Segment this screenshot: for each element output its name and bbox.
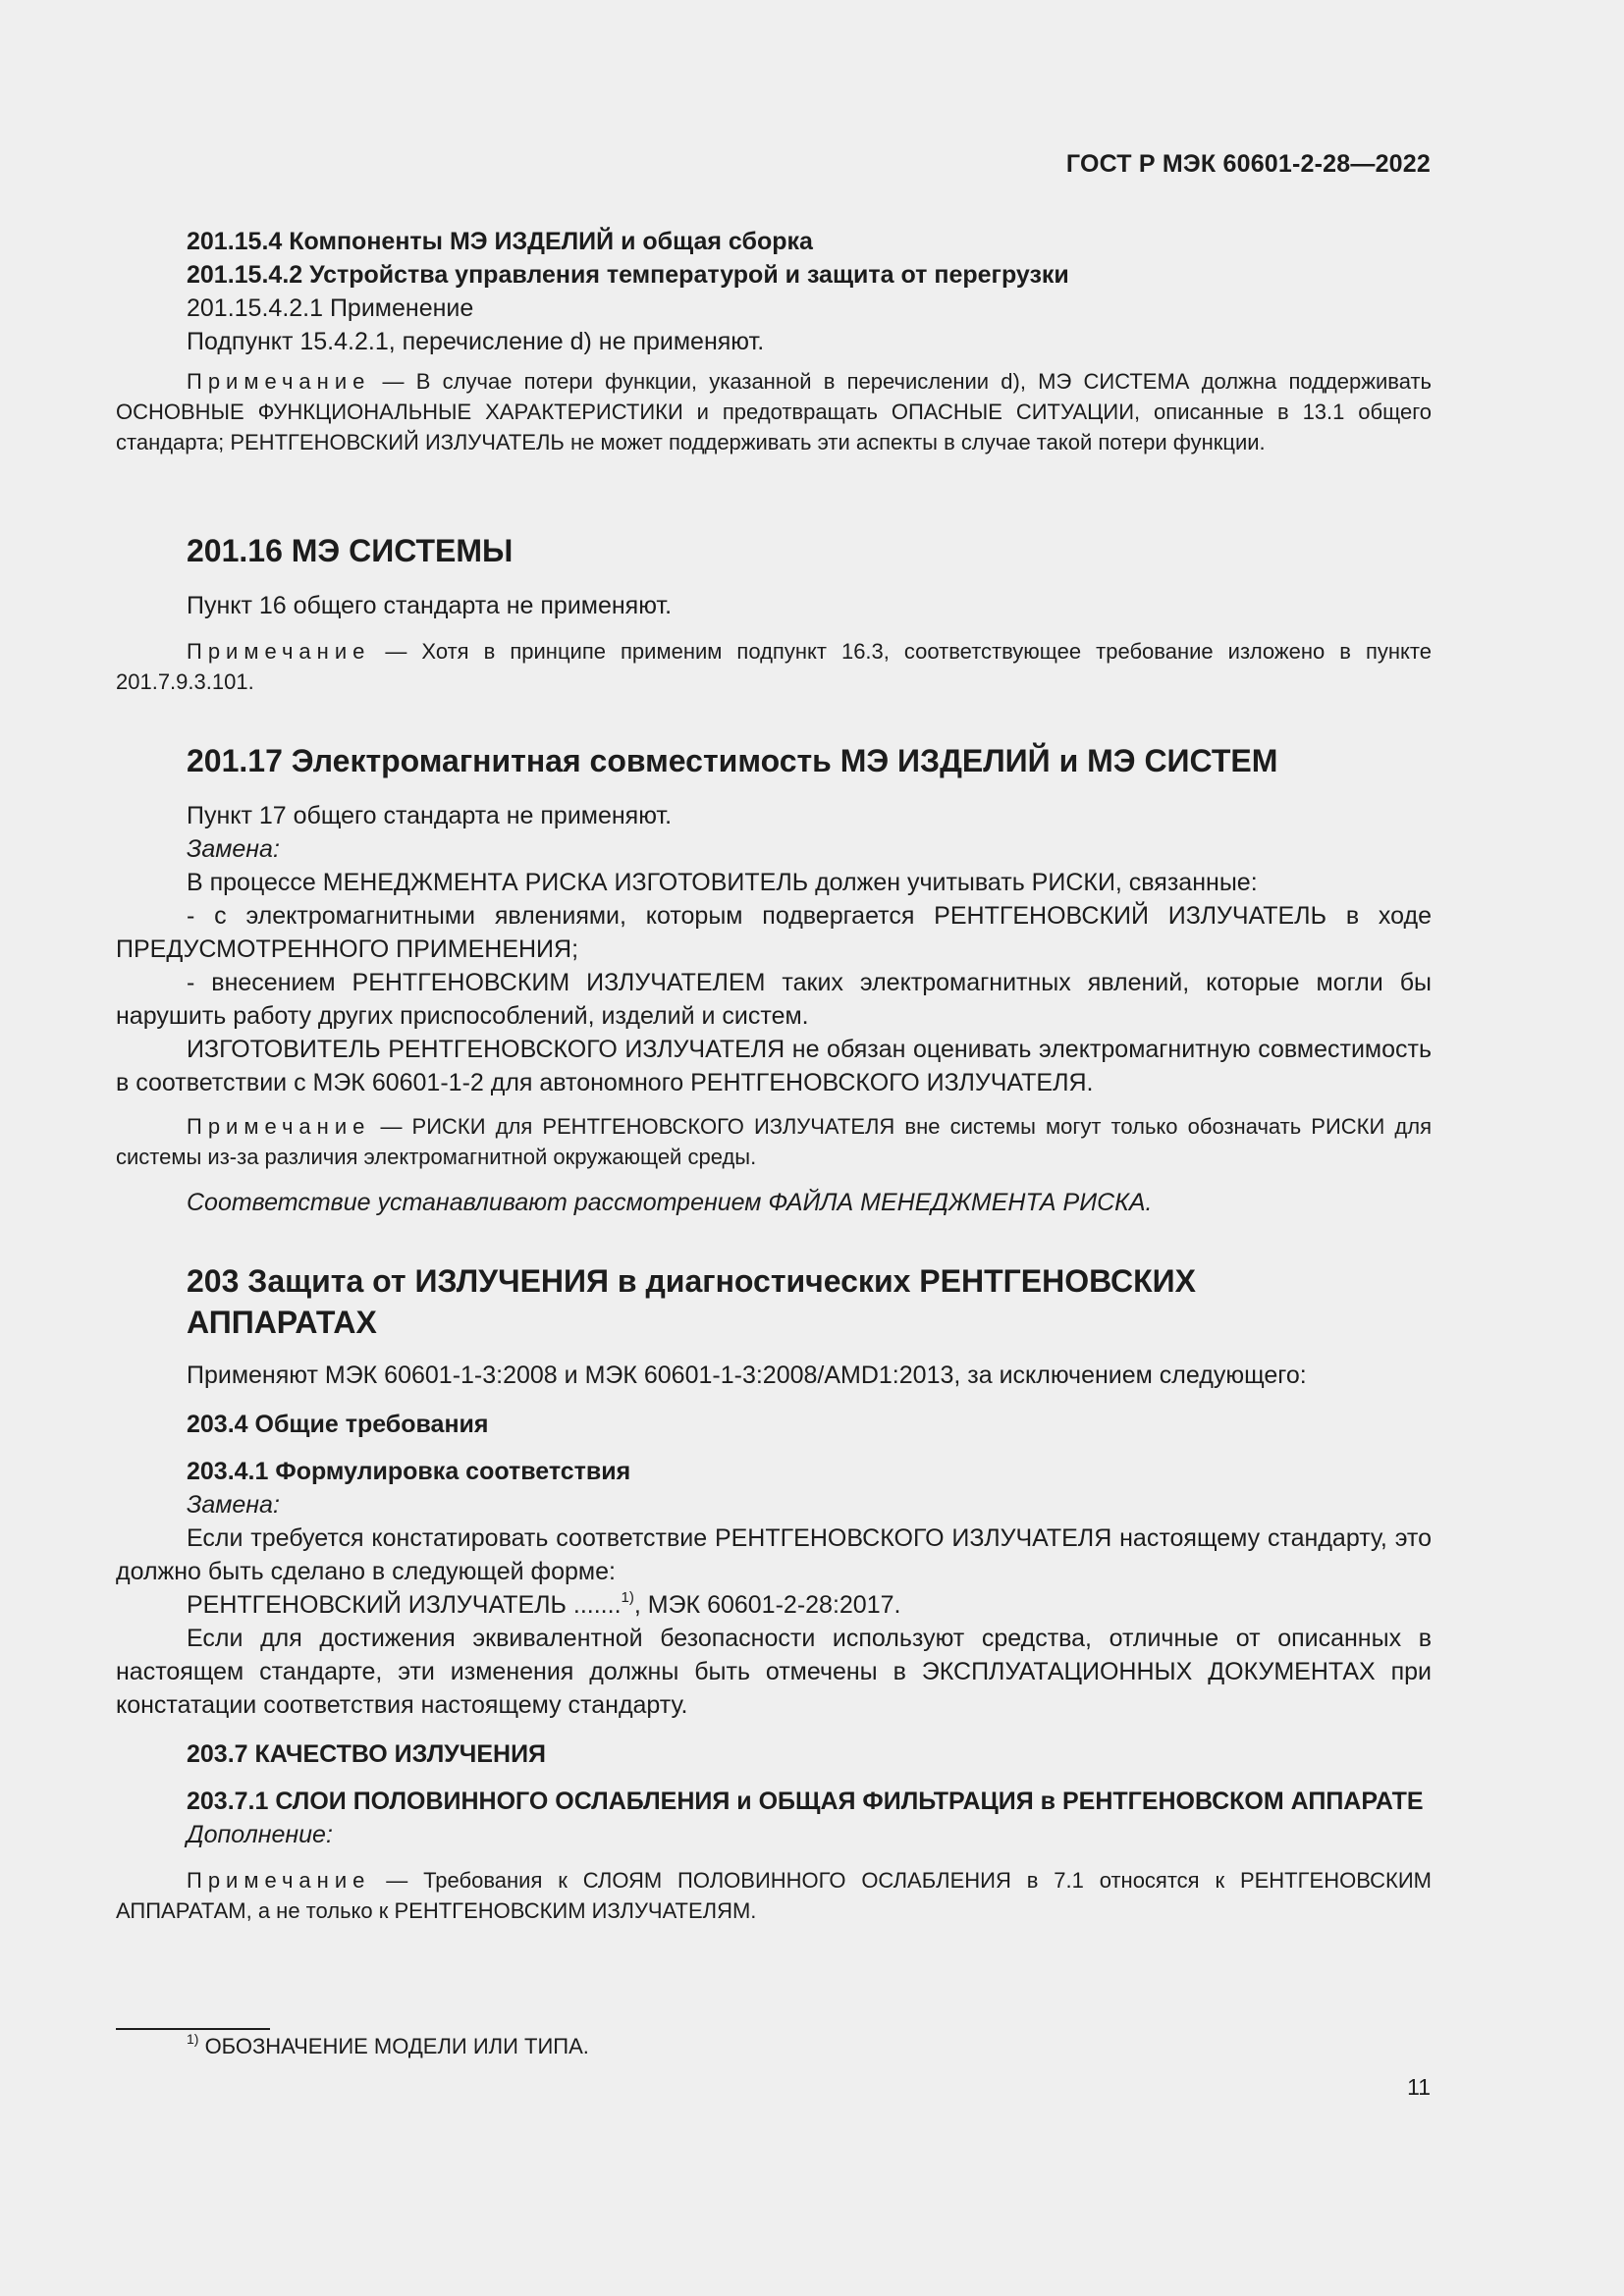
heading-201-15-4: 201.15.4 Компоненты МЭ ИЗДЕЛИЙ и общая сборка	[187, 228, 813, 255]
subclause-201-15-4-2-1: 201.15.4.2.1 Применение	[187, 294, 474, 322]
heading-203-4: 203.4 Общие требования	[187, 1411, 489, 1438]
footnote	[187, 2032, 589, 2061]
replace-label: Замена:	[187, 835, 280, 863]
note-label: Примечание	[187, 1868, 371, 1893]
note-text: — РИСКИ для РЕНТГЕНОВСКОГО ИЗЛУЧАТЕЛЯ вне системы могут только обозначать РИСКИ для системы из-за различия электромагнитной окружающей среды.	[116, 1114, 1432, 1169]
addition-label: Дополнение:	[187, 1821, 333, 1848]
paragraph: - внесением РЕНТГЕНОВСКИМ ИЗЛУЧАТЕЛЕМ таких электромагнитных явлений, которые могли бы нарушить работу других приспособлений, изделий и систем.	[116, 969, 1432, 1030]
paragraph: - с электромагнитными явлениями, которым подвергается РЕНТГЕНОВСКИЙ ИЗЛУЧАТЕЛЬ в ходе ПРЕДУСМОТРЕННОГО ПРИМЕНЕНИЯ;	[116, 902, 1432, 963]
note-2	[116, 636, 1432, 697]
heading-203: 203 Защита от ИЗЛУЧЕНИЯ в диагностических РЕНТГЕНОВСКИХ АППАРАТАХ	[187, 1263, 1196, 1340]
note-label: Примечание	[187, 1114, 371, 1139]
note-text: — Требования к СЛОЯМ ПОЛОВИННОГО ОСЛАБЛЕНИЯ в 7.1 относятся к РЕНТГЕНОВСКИМ АППАРАТАМ, а не только к РЕНТГЕНОВСКИМ ИЗЛУЧАТЕЛЯМ.	[116, 1868, 1432, 1923]
footnote-divider	[116, 2028, 270, 2030]
standard-header: ГОСТ Р МЭК 60601-2-28—2022	[1065, 150, 1431, 178]
note-label: Примечание	[187, 639, 371, 664]
section-201-15-4	[116, 225, 1432, 457]
note-4	[116, 1865, 1432, 1926]
paragraph: Применяют МЭК 60601-1-3:2008 и МЭК 60601-1-3:2008/AMD1:2013, за исключением следующего:	[187, 1362, 1307, 1389]
paragraph: В процессе МЕНЕДЖМЕНТА РИСКА ИЗГОТОВИТЕЛЬ должен учитывать РИСКИ, связанные:	[187, 869, 1258, 896]
footnote-ref[interactable]: 1)	[621, 1589, 634, 1606]
paragraph: ИЗГОТОВИТЕЛЬ РЕНТГЕНОВСКОГО ИЗЛУЧАТЕЛЯ не обязан оценивать электромагнитную совместимость в соответствии с МЭК 60601-1-2 для автономного РЕНТГЕНОВСКОГО ИЗЛУЧАТЕЛЯ.	[116, 1036, 1432, 1096]
replace-label: Замена:	[187, 1491, 280, 1519]
note-1	[116, 366, 1432, 457]
designation-text: РЕНТГЕНОВСКИЙ ИЗЛУЧАТЕЛЬ .......	[187, 1591, 622, 1619]
heading-201-16: 201.16 МЭ СИСТЕМЫ	[187, 533, 514, 568]
note-3	[116, 1111, 1432, 1172]
note-text: — Хотя в принципе применим подпункт 16.3, соответствующее требование изложено в пункте 201.7.9.3.101.	[116, 639, 1432, 694]
paragraph: Если требуется констатировать соответствие РЕНТГЕНОВСКОГО ИЗЛУЧАТЕЛЯ настоящему стандарту, это должно быть сделано в следующей форме:	[116, 1524, 1432, 1585]
heading-203-4-1: 203.4.1 Формулировка соответствия	[187, 1458, 631, 1485]
note-label: Примечание	[187, 369, 371, 394]
heading-203-7-1: 203.7.1 СЛОИ ПОЛОВИННОГО ОСЛАБЛЕНИЯ и ОБЩАЯ ФИЛЬТРАЦИЯ в РЕНТГЕНОВСКОМ АППАРАТЕ	[187, 1788, 1424, 1815]
footnote-text: ОБОЗНАЧЕНИЕ МОДЕЛИ ИЛИ ТИПА.	[198, 2034, 589, 2058]
section-203	[116, 1260, 1432, 1926]
heading-201-17: 201.17 Электромагнитная совместимость МЭ ИЗДЕЛИЙ и МЭ СИСТЕМ	[187, 743, 1278, 778]
heading-201-15-4-2: 201.15.4.2 Устройства управления температурой и защита от перегрузки	[187, 261, 1069, 289]
paragraph: Пункт 17 общего стандарта не применяют.	[187, 802, 673, 829]
subclause-text: Подпункт 15.4.2.1, перечисление d) не применяют.	[187, 328, 765, 355]
paragraph: Пункт 16 общего стандарта не применяют.	[187, 592, 673, 619]
designation-paragraph	[116, 1588, 1432, 1622]
heading-203-7: 203.7 КАЧЕСТВО ИЗЛУЧЕНИЯ	[187, 1740, 547, 1768]
paragraph: Если для достижения эквивалентной безопасности используют средства, отличные от описанных в настоящем стандарте, эти изменения должны быть отмечены в ЭКСПЛУАТАЦИОННЫХ ДОКУМЕНТАХ при констатации соответствия настоящему стандарту.	[116, 1625, 1432, 1719]
page-number: 11	[1407, 2074, 1431, 2100]
section-201-17	[116, 740, 1432, 1219]
note-text: — В случае потери функции, указанной в перечислении d), МЭ СИСТЕМА должна поддерживать ОСНОВНЫЕ ФУНКЦИОНАЛЬНЫЕ ХАРАКТЕРИСТИКИ и предотвращать ОПАСНЫЕ СИТУАЦИИ, описанные в 13.1 общего стандарта; РЕНТГЕНОВСКИЙ ИЗЛУЧАТЕЛЬ не может поддерживать эти аспекты в случае такой потери функции.	[116, 369, 1432, 454]
footnote-mark: 1)	[187, 2031, 199, 2047]
section-201-16	[116, 530, 1432, 697]
compliance-text: Соответствие устанавливают рассмотрением ФАЙЛА МЕНЕДЖМЕНТА РИСКА.	[187, 1189, 1153, 1216]
designation-standard: , МЭК 60601-2-28:2017.	[633, 1591, 901, 1619]
